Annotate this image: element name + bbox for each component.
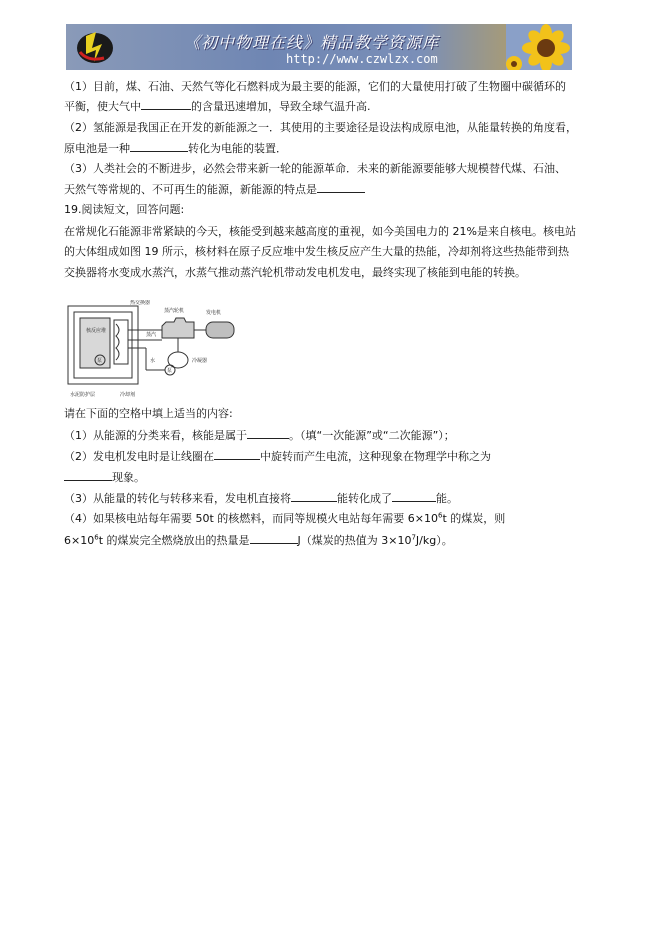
text-line-4: 原电池是一种 转化为电能的装置．: [64, 142, 287, 155]
answer-blank[interactable]: [291, 491, 337, 502]
instruction-line: 请在下面的空格中填上适当的内容:: [64, 407, 233, 420]
banner-url: http://www.czwlzx.com: [286, 52, 438, 66]
question-19-heading: 19.阅读短文，回答问题:: [64, 203, 185, 216]
label-shield: 水泥防护层: [70, 392, 96, 398]
text-line-5: （3）人类社会的不断进步，必然会带来新一轮的能源革命．未来的新能源要能够大规模替代煤、石油、: [64, 162, 566, 175]
answer-blank[interactable]: [317, 182, 365, 193]
text-line-12: （1）从能源的分类来看，核能是属于 。（填“一次能源”或“二次能源”）；: [64, 429, 455, 442]
label-pump-2: 泵: [167, 368, 173, 374]
text-line-13: （2）发电机发电时是让线圈在 中旋转而产生电流，这种现象在物理学中称之为: [64, 450, 491, 463]
header-banner: [66, 24, 572, 70]
sunflower-icon: [506, 24, 572, 70]
label-steam: 蒸汽: [146, 332, 157, 338]
label-water: 水: [150, 358, 156, 364]
answer-blank[interactable]: [214, 449, 260, 460]
text-line-2: 平衡，使大气中 的含量迅速增加，导致全球气温升高.: [64, 100, 371, 113]
banner-title: 《初中物理在线》精品教学资源库: [184, 33, 440, 52]
text-line-3: （2）氢能源是我国正在开发的新能源之一．其使用的主要途径是设法构成原电池，从能量转换的角度看，: [64, 121, 577, 134]
label-pump-1: 泵: [97, 358, 103, 364]
label-condenser: 冷凝器: [192, 358, 208, 364]
nuclear-plant-diagram: [66, 300, 244, 400]
answer-blank[interactable]: [392, 491, 436, 502]
label-heat-exchanger: 热交换器: [130, 300, 151, 306]
label-coolant: 冷却剂: [120, 392, 136, 398]
text-line-15: （3）从能量的转化与转移来看，发电机直接将 能转化成了 能。: [64, 492, 458, 505]
answer-blank[interactable]: [130, 141, 188, 152]
label-reactor: 核反应堆: [86, 328, 107, 334]
answer-blank[interactable]: [247, 428, 289, 439]
text-line-8: 在常规化石能源非常紧缺的今天，核能受到越来越高度的重视，如今美国电力的 21%是来自核电。核电站: [64, 225, 576, 238]
answer-blank[interactable]: [250, 533, 298, 544]
answer-blank[interactable]: [64, 470, 112, 481]
site-logo-icon: [74, 28, 116, 66]
text-line-14: 现象。: [64, 470, 145, 485]
text-line-10: 交换器将水变成水蒸汽，水蒸气推动蒸汽轮机带动发电机发电，最终实现了核能到电能的转换。: [64, 266, 526, 279]
text-line-1: （1）目前，煤、石油、天然气等化石燃料成为最主要的能源，它们的大量使用打破了生物圈中碳循环的: [64, 80, 566, 93]
text-line-6: 天然气等常规的、不可再生的能源，新能源的特点是: [64, 182, 365, 197]
text-line-16: （4）如果核电站每年需要 50t 的核燃料，而同等规模火电站每年需要 $6\times 10^6t$ 的煤炭，则: [64, 511, 506, 525]
answer-blank[interactable]: [141, 99, 191, 110]
text-line-9: 的大体组成如图 19 所示，核材料在原子反应堆中发生核反应产生大量的热能，冷却剂将这些热能带到热: [64, 245, 569, 258]
text-line-17: $6\times 10^6t$ 的煤炭完全燃烧放出的热量是 J（煤炭的热值为 $3\times 10^7J/kg$）。: [64, 533, 453, 547]
label-turbine: 蒸汽轮机: [164, 308, 185, 314]
label-generator: 发电机: [206, 310, 222, 316]
